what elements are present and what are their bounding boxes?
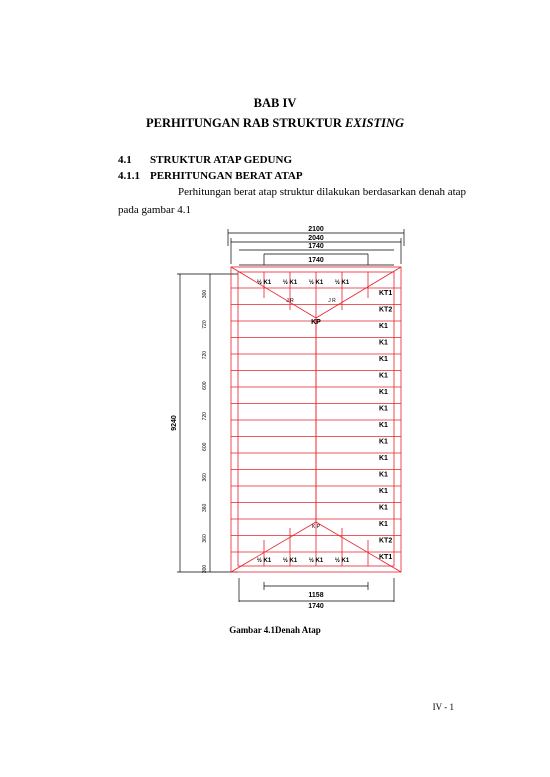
bottom-dimension-text: 1158: [308, 592, 324, 599]
top-dimension-text: 2040: [308, 235, 324, 242]
left-dimension-text: 720: [202, 320, 208, 329]
left-dimension-text: 600: [202, 381, 208, 390]
rafter-label: K1: [379, 422, 388, 429]
chapter-title: [0, 116, 550, 131]
left-dimension-text: 360: [202, 473, 208, 482]
paragraph-line-2: pada gambar 4.1: [118, 204, 191, 216]
rafter-label: K1: [379, 356, 388, 363]
top-dimension-text: 2100: [308, 226, 324, 233]
rafter-label: K1: [379, 389, 388, 396]
rafter-label: K1: [379, 455, 388, 462]
half-truss-label: ½ K1: [334, 280, 350, 286]
roof-plan-svg: [150, 222, 420, 622]
rafter-label: KT1: [379, 290, 393, 297]
plan-labels: [171, 226, 392, 610]
section-number: 4.1: [118, 154, 132, 166]
rafter-label: KT2: [379, 537, 393, 545]
half-truss-label: ½ K1: [282, 558, 298, 564]
chapter-label: BAB IV: [253, 96, 297, 110]
page-number: IV - 1: [432, 702, 454, 712]
paragraph-line-1: Perhitungan berat atap struktur dilakukan berdasarkan denah atap: [178, 186, 467, 198]
left-dimension-lines: [177, 274, 238, 572]
figure-caption: Gambar 4.1Denah Atap: [229, 625, 321, 635]
ridge-label-bottom: K P: [311, 524, 321, 530]
left-dimension-text: 720: [202, 412, 208, 421]
half-truss-label: ½ K1: [282, 280, 298, 286]
rafter-label: KT2: [379, 306, 393, 314]
rafter-label: K1: [379, 504, 388, 512]
chapter-title-plain: PERHITUNGAN RAB STRUKTUR: [145, 116, 345, 130]
half-truss-label: ½ K1: [334, 558, 350, 564]
top-dimension-text: 1740: [308, 257, 324, 264]
section-title: STRUKTUR ATAP GEDUNG: [150, 154, 293, 166]
total-height-text: 9240: [171, 415, 178, 431]
roof-plan-drawing: [150, 222, 420, 622]
rafter-label: K1: [379, 488, 388, 495]
rafter-label: K1: [379, 372, 388, 380]
rafter-label: K1: [379, 471, 388, 479]
jack-rafter-label: J R: [286, 298, 294, 304]
subsection-title: PERHITUNGAN BERAT ATAP: [150, 170, 303, 182]
rafter-label: K1: [379, 339, 388, 347]
rafter-label: K1: [379, 323, 388, 330]
rafter-label: K1: [379, 438, 388, 446]
left-dimension-text: 360: [202, 534, 208, 543]
bottom-dimension-text: 1740: [308, 603, 324, 610]
half-truss-label: ½ K1: [308, 280, 324, 286]
left-dimension-text: 300: [202, 289, 208, 299]
rafter-label: K1: [379, 405, 388, 413]
left-dimension-text: 300: [202, 564, 208, 574]
top-dimension-text: 1740: [308, 243, 324, 250]
rafter-label: KT1: [379, 554, 393, 561]
half-truss-label: ½ K1: [308, 558, 324, 564]
chapter-title-italic: EXISTING: [344, 116, 405, 130]
half-truss-label: ½ K1: [256, 280, 272, 286]
ridge-label-top: KP: [311, 319, 321, 326]
jack-rafter-label: J R: [328, 298, 336, 304]
left-dimension-text: 720: [202, 350, 208, 360]
half-truss-label: ½ K1: [256, 558, 272, 564]
subsection-number: 4.1.1: [118, 170, 140, 182]
left-dimension-text: 600: [202, 442, 208, 451]
rafter-label: K1: [379, 521, 388, 528]
left-dimension-text: 360: [202, 503, 208, 513]
